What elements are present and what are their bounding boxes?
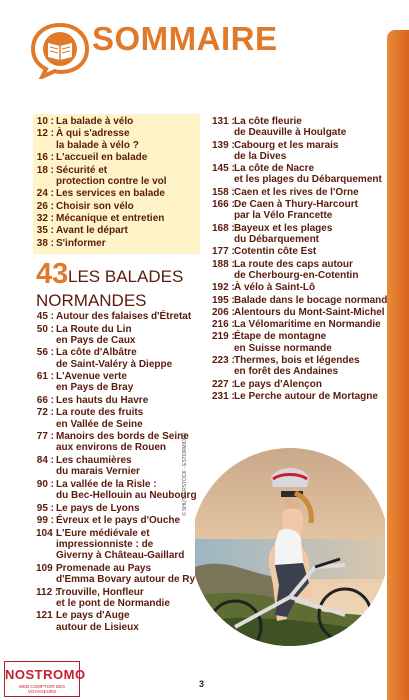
toc-page-number: 223 : xyxy=(212,355,235,366)
toc-entry xyxy=(212,223,332,246)
toc-page-number: 12 : xyxy=(36,128,54,140)
toc-entry xyxy=(36,201,134,212)
toc-entry xyxy=(36,371,133,394)
toc-entry-title: Sécurité et protection contre le vol xyxy=(56,164,167,187)
toc-page-number: 32 : xyxy=(36,213,54,224)
toc-entry-title: À qui s'adresse la balade à vélo ? xyxy=(56,128,139,151)
toc-entry-title: Balade dans le bocage normand xyxy=(234,294,388,306)
toc-entry-title: Promenade au Pays d'Emma Bovary autour de Ry xyxy=(56,562,196,585)
toc-entry-title: La Route du Lin en Pays de Caux xyxy=(56,323,136,346)
brand-name: NOSTROMO xyxy=(5,667,86,682)
toc-entry-title: La balade à vélo xyxy=(56,116,134,127)
toc-entry xyxy=(212,379,322,390)
toc-entry-title: Mécanique et entretien xyxy=(56,213,165,224)
toc-entry-title: Manoirs des bords de Seine aux environs de Rouen xyxy=(56,431,189,454)
toc-page-number: 72 : xyxy=(36,407,54,419)
toc-entry xyxy=(36,213,164,224)
toc-page-number: 16 : xyxy=(36,152,54,164)
toc-page-number: 90 : xyxy=(36,478,54,490)
toc-page-number: 50 : xyxy=(36,323,54,335)
nostromo-logo xyxy=(4,661,86,697)
toc-entry xyxy=(36,587,170,610)
toc-page-number: 177 : xyxy=(212,246,235,258)
toc-page-number: 139 : xyxy=(212,139,235,151)
toc-entry xyxy=(36,479,197,502)
toc-entry xyxy=(212,319,381,330)
toc-page-number: 77 : xyxy=(36,431,54,443)
toc-entry-title: La Vélomaritime en Normandie xyxy=(234,319,381,331)
toc-page-number: 66 : xyxy=(36,394,54,406)
balades-heading-line2: NORMANDES xyxy=(36,291,147,310)
toc-entry-title: Les services en balade xyxy=(56,188,165,200)
toc-page-number: 158 : xyxy=(212,186,235,198)
toc-entry-title: Le pays d'Alençon xyxy=(234,378,322,390)
toc-entry-title: La route des fruits en Vallée de Seine xyxy=(56,407,144,430)
toc-page-number: 109 : xyxy=(36,562,59,574)
toc-page-number: 195 : xyxy=(212,294,235,306)
toc-page-number: 35 : xyxy=(36,225,54,237)
toc-page-number: 131 : xyxy=(212,116,235,127)
toc-entry xyxy=(212,307,385,318)
toc-entry xyxy=(212,187,359,198)
toc-entry xyxy=(212,246,316,257)
toc-entry-title: La côte fleurie de Deauville à Houlgate xyxy=(234,116,347,139)
toc-entry xyxy=(212,295,387,306)
toc-entry-title: Caen et les rives de l'Orne xyxy=(234,186,359,198)
toc-entry xyxy=(36,503,140,514)
toc-page-number: 121 : xyxy=(36,610,59,622)
toc-entry xyxy=(36,165,167,188)
toc-entry-title: Avant le départ xyxy=(56,225,128,237)
toc-entry-title: De Caen à Thury-Harcourt par la Vélo Francette xyxy=(234,199,358,222)
balades-heading-line1: LES BALADES xyxy=(68,267,184,286)
toc-entry xyxy=(212,163,382,186)
toc-page-number: 112 : xyxy=(36,586,59,598)
toc-entry-title: Étape de montagne en Suisse normande xyxy=(234,331,332,354)
toc-entry-title: Thermes, bois et légendes en forêt des Andaines xyxy=(234,355,360,378)
toc-page-number: 216 : xyxy=(212,319,235,331)
toc-entry xyxy=(36,152,147,163)
toc-entry-title: Trouville, Honfleur et le pont de Normandie xyxy=(56,586,170,609)
toc-page-number: 206 : xyxy=(212,306,235,318)
toc-entry xyxy=(212,391,378,402)
toc-entry xyxy=(36,311,191,322)
toc-entry-title: Bayeux et les plages du Débarquement xyxy=(234,222,333,245)
toc-entry xyxy=(36,347,172,370)
toc-page-number: 166 : xyxy=(212,199,235,211)
toc-page-number: 95 : xyxy=(36,502,54,514)
toc-entry-title: Le pays d'Auge autour de Lisieux xyxy=(56,610,139,633)
toc-entry-title: L'Eure médiévale et impressionniste : de Giverny à Château-Gaillard xyxy=(56,527,185,562)
toc-entry xyxy=(36,431,189,454)
toc-page-number: 231 : xyxy=(212,390,235,402)
toc-entry xyxy=(36,188,165,199)
book-speech-bubble-icon xyxy=(30,21,90,79)
toc-entry xyxy=(36,324,135,347)
toc-entry xyxy=(36,238,106,249)
toc-entry xyxy=(212,116,346,139)
toc-page-number: 145 : xyxy=(212,163,235,175)
toc-entry-title: Le pays de Lyons xyxy=(56,502,140,514)
toc-entry xyxy=(36,395,148,406)
toc-page-number: 188 : xyxy=(212,258,235,270)
page-title: SOMMAIRE xyxy=(92,20,278,57)
photo-credit: © SHUTTERSTOCK - ESTORMIOLO xyxy=(182,432,188,516)
toc-page-number: 18 : xyxy=(36,164,54,176)
toc-page-number: 24 : xyxy=(36,188,54,200)
toc-page-number: 219 : xyxy=(212,331,235,343)
toc-page-number: 227 : xyxy=(212,378,235,390)
toc-entry xyxy=(36,407,143,430)
toc-page-number: 84 : xyxy=(36,455,54,466)
toc-page-number: 99 : xyxy=(36,515,54,527)
toc-page-number: 104 : xyxy=(36,527,59,539)
toc-entry xyxy=(212,259,358,282)
toc-entry-title: Alentours du Mont-Saint-Michel xyxy=(234,306,385,318)
toc-entry-title: Évreux et le pays d'Ouche xyxy=(56,515,181,527)
toc-page-number: 61 : xyxy=(36,371,54,383)
toc-entry xyxy=(212,140,338,163)
toc-entry xyxy=(36,455,140,478)
toc-entry xyxy=(36,128,139,151)
toc-entry-title: L'accueil en balade xyxy=(56,152,148,164)
toc-page-number: 192 : xyxy=(212,282,235,294)
toc-page-number: 45 : xyxy=(36,311,54,322)
toc-entry xyxy=(36,116,133,127)
orange-side-bar xyxy=(387,30,409,700)
toc-entry-title: La côte de Nacre et les plages du Débarquement xyxy=(234,163,382,186)
toc-page-number: 168 : xyxy=(212,222,235,234)
toc-page-number: 10 : xyxy=(36,116,54,127)
toc-entry xyxy=(212,199,358,222)
toc-entry-title: La vallée de la Risle : du Bec-Hellouin au Neubourg xyxy=(56,478,197,502)
toc-entry-title: La route des caps autour de Cherbourg-en-Cotentin xyxy=(234,258,359,281)
page-number: 3 xyxy=(199,679,205,689)
brand-subtitle: WEB COMPTOIR DES VOYAGEURS xyxy=(18,684,66,694)
toc-entry-title: Cotentin côte Est xyxy=(234,246,317,258)
toc-entry xyxy=(212,355,360,378)
toc-entry-title: L'Avenue verte en Pays de Bray xyxy=(56,371,134,394)
toc-page-number: 38 : xyxy=(36,237,54,249)
toc-page-number: 56 : xyxy=(36,347,54,359)
cyclist-photo xyxy=(195,447,385,647)
toc-entry xyxy=(36,610,139,633)
toc-entry xyxy=(36,515,180,526)
toc-entry xyxy=(36,225,128,236)
toc-entry-title: À vélo à Saint-Lô xyxy=(234,282,316,294)
toc-entry-title: Autour des falaises d'Étretat xyxy=(56,311,192,322)
toc-entry-title: Les chaumières du marais Vernier xyxy=(56,455,140,478)
toc-entry-title: La côte d'Albâtre de Saint-Valéry à Dieppe xyxy=(56,347,173,370)
toc-entry xyxy=(36,528,184,562)
toc-page-number: 26 : xyxy=(36,200,54,212)
toc-entry-title: S'informer xyxy=(56,237,106,249)
toc-entry-title: Cabourg et les marais de la Dives xyxy=(234,139,339,162)
toc-entry-title: Choisir son vélo xyxy=(56,200,134,212)
toc-entry xyxy=(212,331,332,354)
toc-entry xyxy=(212,282,315,293)
toc-entry-title: Le Perche autour de Mortagne xyxy=(234,390,378,402)
toc-entry xyxy=(36,563,195,586)
balades-count: 43 xyxy=(36,258,69,290)
toc-entry-title: Les hauts du Havre xyxy=(56,394,149,406)
